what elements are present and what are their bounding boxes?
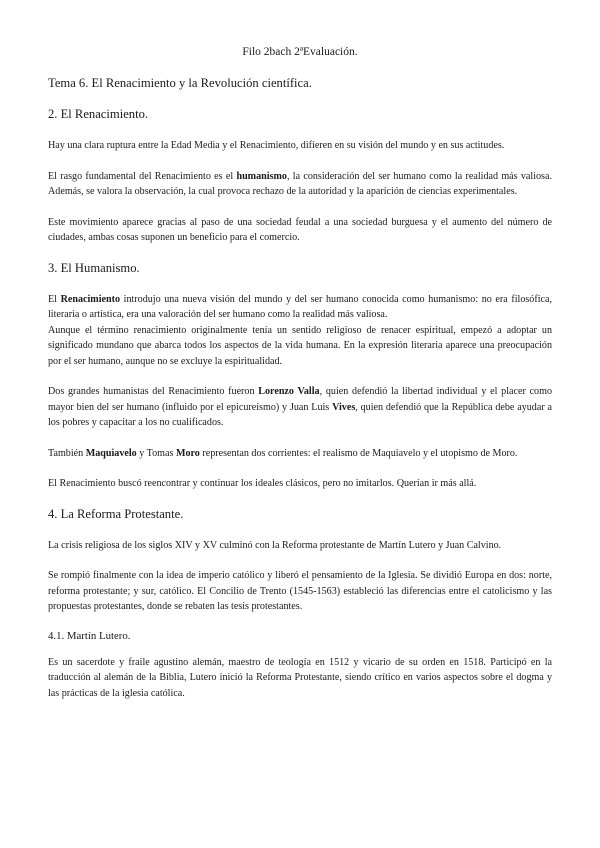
keyword-humanismo: humanismo bbox=[236, 170, 287, 182]
humanismo-paragraph-3 bbox=[48, 446, 552, 462]
section-reforma-heading: 4. La Reforma Protestante. bbox=[48, 506, 184, 521]
text-run: representan dos corrientes: el realismo de Maquiavelo y el utopismo de Moro. bbox=[199, 447, 518, 459]
text-run: También bbox=[48, 447, 86, 459]
section-humanismo-heading: 3. El Humanismo. bbox=[48, 260, 140, 275]
humanismo-paragraph-4: El Renacimiento buscó reencontrar y continuar los ideales clásicos, pero no imitarlos. Querían ir más allá. bbox=[48, 478, 477, 489]
reforma-paragraph-2: Se rompió finalmente con la idea de imperio católico y liberó el pensamiento de la Iglesia. Se dividió Europa en dos: norte, reforma protestante; y sur, católico. El Concilio de Trento (1545-1563) estableció las diferencias entre el catolicismo y las propuestas protestantes, donde se rebaten las tesis protestantes. bbox=[48, 570, 552, 612]
humanismo-paragraph-1b: Aunque el término renacimiento originalmente tenía un sentido religioso de renacer espiritual, empezó a adoptar un significado mundano que abarca todos los aspectos de la vida humana. En la expresión literaria aparece una preocupación por el ser humano, aunque no se excluye la espiritualidad. bbox=[48, 324, 552, 367]
keyword-vives: Vives bbox=[332, 401, 356, 413]
humanismo-paragraph-1 bbox=[48, 292, 552, 323]
text-run: introdujo una nueva visión del mundo y del ser humano conocida como humanismo: no era filosófica, literaria o artística, era una valoración del ser humano como la realidad más valiosa. bbox=[48, 293, 553, 320]
keyword-maquiavelo: Maquiavelo bbox=[85, 447, 137, 459]
text-run: , la consideración del ser humano como la realidad más valiosa. Además, se valora la observación, la cual provoca rechazo de la autoridad y la aparición de ciencias experimentales. bbox=[48, 170, 552, 197]
text-run: , quien defendió que la República debe ayudar a los pobres y capacitar a los no cualificados. bbox=[48, 401, 552, 428]
text-run: , quien defendió la libertad individual y el placer como mayor bien del ser humano (influido por el epicureísmo) y Juan Luis bbox=[48, 386, 552, 413]
reforma-paragraph-1: La crisis religiosa de los siglos XIV y XV culminó con la Reforma protestante de Martín Lutero y Juan Calvino. bbox=[48, 539, 502, 551]
renacimiento-paragraph-1: Hay una clara ruptura entre la Edad Media y el Renacimiento, difieren en su visión del mundo y en sus actitudes. bbox=[48, 140, 505, 151]
renacimiento-paragraph-3: Este movimiento aparece gracias al paso de una sociedad feudal a una sociedad burguesa y el aumento del número de ciudades, ambas cosas suponen un beneficio para el comercio. bbox=[48, 216, 552, 243]
renacimiento-paragraph-2 bbox=[48, 169, 552, 200]
text-run: Dos grandes humanistas del Renacimiento fueron bbox=[48, 386, 259, 397]
text-run: El rasgo fundamental del Renacimiento es el bbox=[48, 170, 237, 182]
humanismo-paragraph-2 bbox=[48, 384, 552, 431]
tema-heading: Tema 6. El Renacimiento y la Revolución científica. bbox=[48, 76, 312, 90]
text-run: y Tomas bbox=[136, 447, 176, 459]
keyword-moro: Moro bbox=[175, 447, 200, 459]
lutero-paragraph: Es un sacerdote y fraile agustino alemán, maestro de teología en 1512 y vicario de su orden en 1518. Participó en la traducción al alemán de la Biblia, Lutero inició la Reforma Protestante, siendo crítico en varios aspectos sobre el dogma y las prácticas de la iglesia católica. bbox=[48, 656, 552, 699]
section-renacimiento-heading: 2. El Renacimiento. bbox=[48, 107, 149, 121]
text-run: El bbox=[48, 293, 61, 305]
subsection-lutero-heading: 4.1. Martín Lutero. bbox=[48, 629, 131, 642]
keyword-renacimiento: Renacimiento bbox=[60, 293, 121, 305]
keyword-lorenzo-valla: Lorenzo Valla bbox=[258, 386, 320, 397]
document-title: Filo 2bach 2ªEvaluación. bbox=[242, 46, 358, 58]
